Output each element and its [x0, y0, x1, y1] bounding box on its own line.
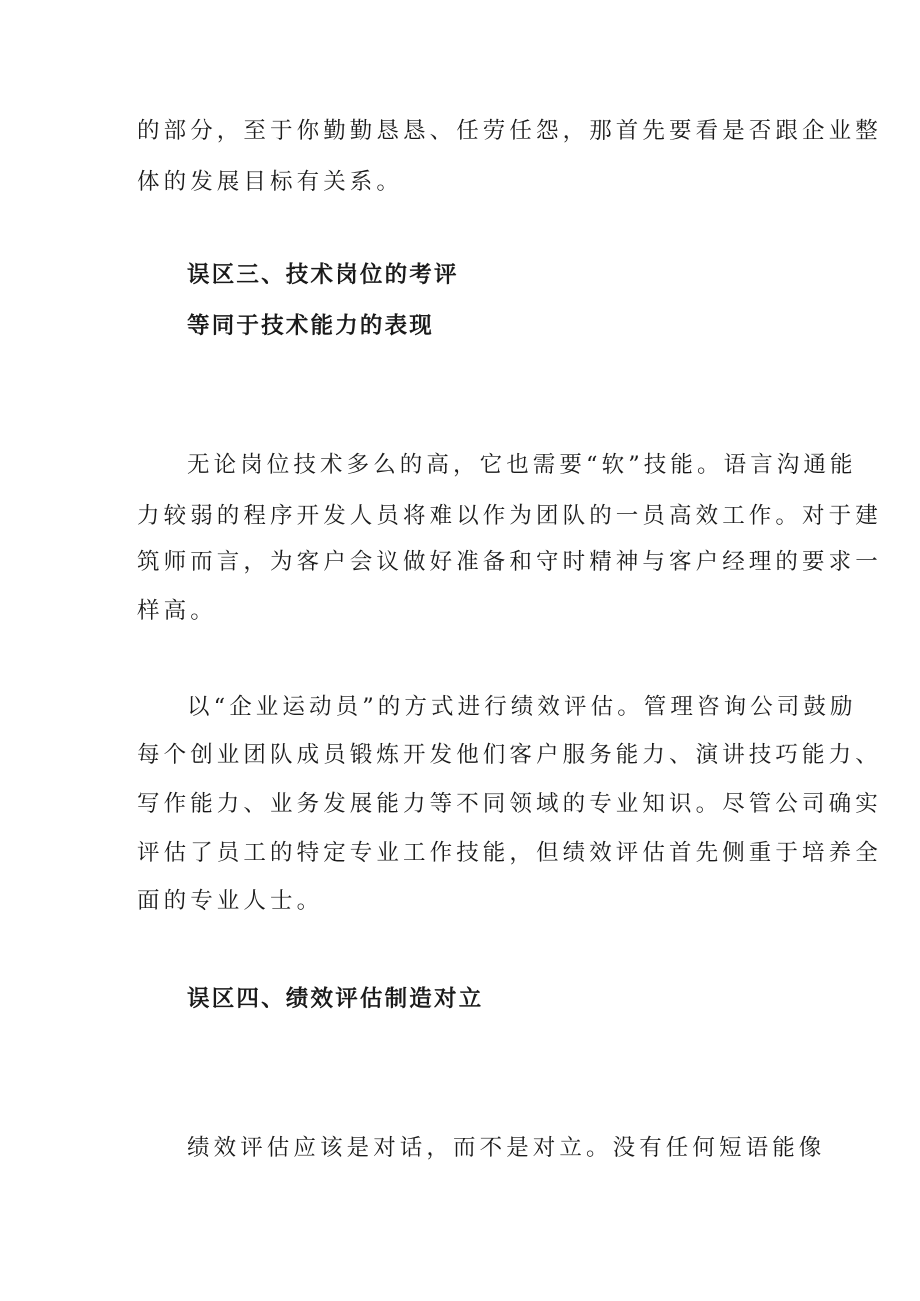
paragraph-line: 筑师而言，为客户会议做好准备和守时精神与客户经理的要求一: [137, 549, 882, 575]
paragraph-line: 面的专业人士。: [137, 888, 324, 914]
section-heading: 误区三、技术岗位的考评: [187, 262, 459, 288]
paragraph-line: 体的发展目标有关系。: [137, 169, 404, 195]
paragraph-line: 绩效评估应该是对话，而不是对立。没有任何短语能像: [187, 1135, 826, 1161]
paragraph-line: 力较弱的程序开发人员将难以作为团队的一员高效工作。对于建: [137, 503, 882, 529]
paragraph-line: 无论岗位技术多么的高，它也需要“软”技能。语言沟通能: [187, 452, 857, 478]
section-heading: 误区四、绩效评估制造对立: [187, 986, 484, 1012]
paragraph-line: 写作能力、业务发展能力等不同领域的专业知识。尽管公司确实: [137, 791, 882, 817]
paragraph-line: 评估了员工的特定专业工作技能，但绩效评估首先侧重于培养全: [137, 840, 882, 866]
paragraph-line: 以“企业运动员”的方式进行绩效评估。管理咨询公司鼓励: [187, 694, 857, 720]
paragraph-line: 的部分，至于你勤勤恳恳、任劳任怨，那首先要看是否跟企业整: [137, 118, 882, 144]
section-heading: 等同于技术能力的表现: [187, 313, 435, 339]
paragraph-line: 每个创业团队成员锻炼开发他们客户服务能力、演讲技巧能力、: [137, 742, 882, 768]
paragraph-line: 样高。: [137, 598, 217, 624]
